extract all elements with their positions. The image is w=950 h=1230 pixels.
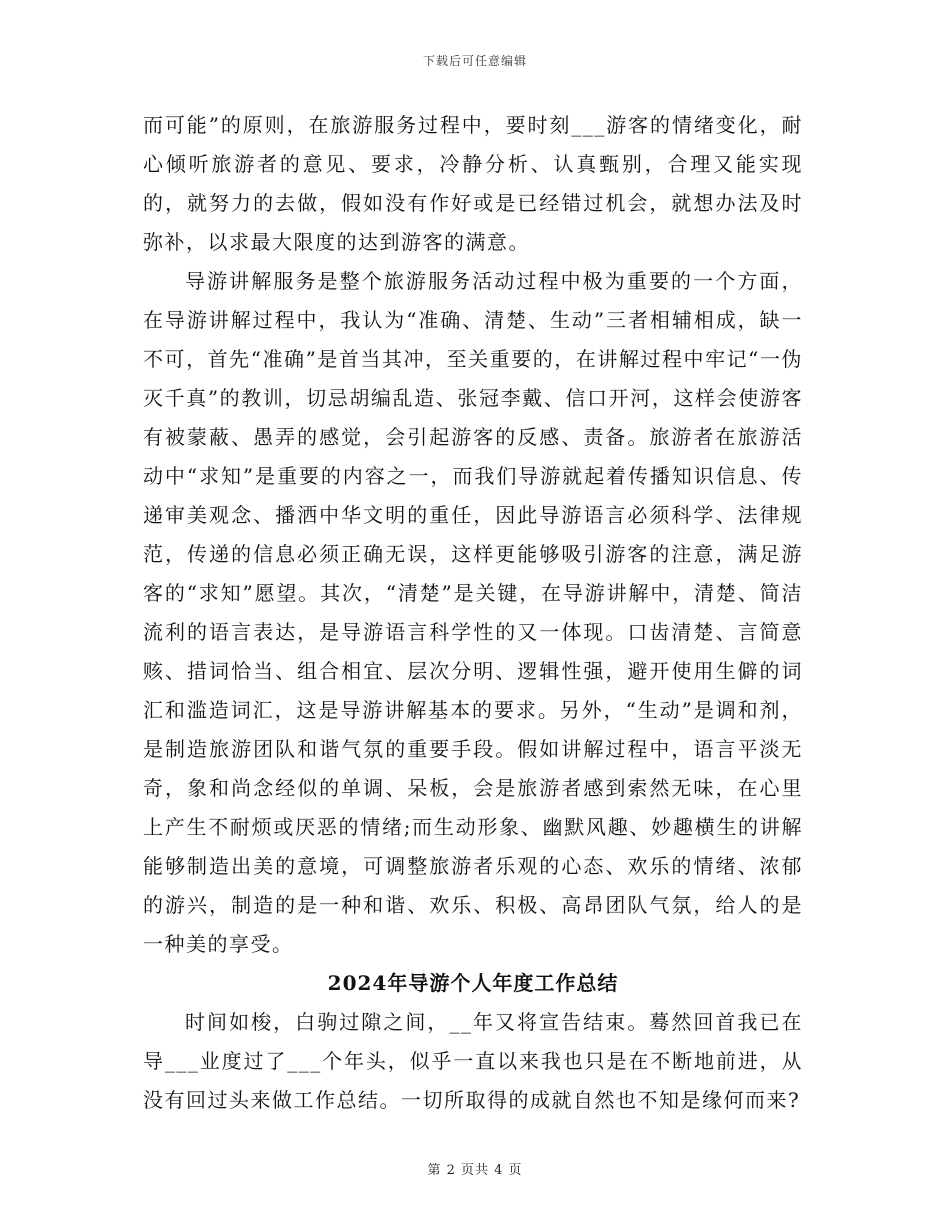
paragraph-continuation: 而可能”的原则，在旅游服务过程中，要时刻___游客的情绪变化，耐心倾听旅游者的意见、要求，冷静分析、认真甄别，合理又能实现的，就努力的去做，假如没有作好或是已经错过机会，就想办法及时弥补，以求最大限度的达到游客的满意。 <box>143 113 803 254</box>
page-footer: 第 2 页共 4 页 <box>427 1163 523 1178</box>
paragraph-summary-intro: 时间如梭，白驹过隙之间，__年又将宣告结束。蓦然回首我已在导___业度过了___个年头，似乎一直以来我也只是在不断地前进，从没有回过头来做工作总结。一切所取得的成就自然也不知是缘何而来? <box>143 1010 803 1112</box>
document-body <box>143 106 803 1120</box>
paragraph-guide-explanation: 导游讲解服务是整个旅游服务活动过程中极为重要的一个方面，在导游讲解过程中，我认为“准确、清楚、生动”三者相辅相成，缺一不可，首先“准确”是首当其冲，至关重要的，在讲解过程中牢记“一伪灭千真”的教训，切忌胡编乱造、张冠李戴、信口开河，这样会使游客有被蒙蔽、愚弄的感觉，会引起游客的反感、责备。旅游者在旅游活动中“求知”是重要的内容之一，而我们导游就起着传播知识信息、传递审美观念、播洒中华文明的重任，因此导游语言必须科学、法律规范，传递的信息必须正确无误，这样更能够吸引游客的注意，满足游客的“求知”愿望。其次，“清楚”是关键，在导游讲解中，清楚、简洁流利的语言表达，是导游语言科学性的又一体现。口齿清楚、言简意赅、措词恰当、组合相宜、层次分明、逻辑性强，避开使用生僻的词汇和滥造词汇，这是导游讲解基本的要求。另外，“生动”是调和剂，是制造旅游团队和谐气氛的重要手段。假如讲解过程中，语言平淡无奇，象和尚念经似的单调、呆板，会是旅游者感到索然无味，在心里上产生不耐烦或厌恶的情绪;而生动形象、幽默风趣、妙趣横生的讲解能够制造出美的意境，可调整旅游者乐观的心态、欢乐的情绪、浓郁的游兴，制造的是一种和谐、欢乐、积极、高昂团队气氛，给人的是一种美的享受。 <box>143 269 803 956</box>
page-header: 下载后可任意编辑 <box>422 54 527 68</box>
section-title: 2024年导游个人年度工作总结 <box>327 971 619 995</box>
